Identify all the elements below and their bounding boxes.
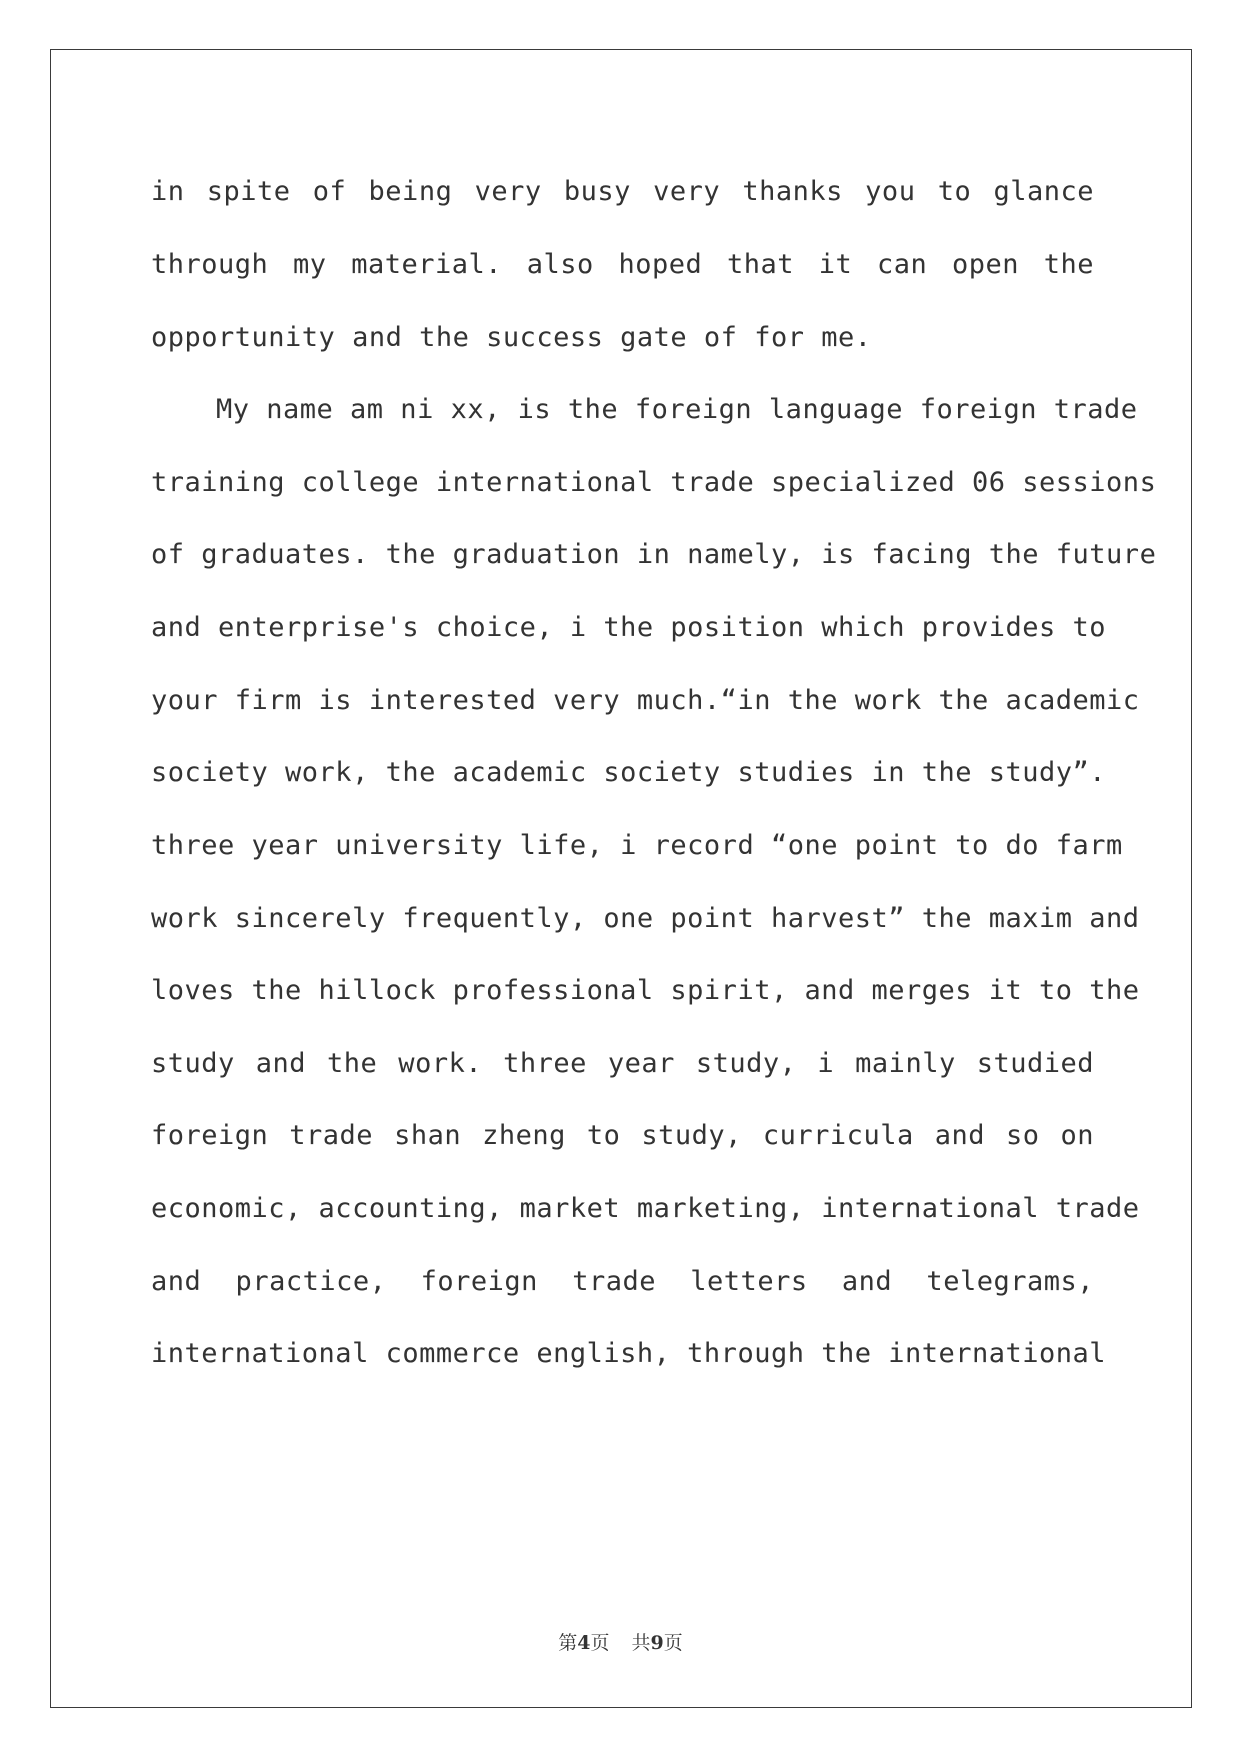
body-line-15: economic, accounting, market marketing, international trade [151, 1193, 1140, 1224]
body-line-8: your firm is interested very much.“in the work the academic [151, 685, 1140, 716]
body-line-11: work sincerely frequently, one point harvest” the maxim and [151, 903, 1140, 934]
body-line-12: loves the hillock professional spirit, and merges it to the [151, 975, 1140, 1006]
body-line-2: through my material. also hoped that it can open the [151, 249, 1094, 280]
current-page-number: 4 [577, 1632, 591, 1654]
body-line-4: My name am ni xx, is the foreign language foreign trade [216, 394, 1138, 425]
body-line-9: society work, the academic society studies in the study”. [151, 757, 1107, 788]
body-line-5: training college international trade specialized 06 sessions [151, 467, 1157, 498]
footer-total-suffix: 页 [663, 1632, 683, 1654]
footer-total-prefix: 共 [631, 1632, 651, 1654]
body-line-16: and practice, foreign trade letters and telegrams, [151, 1266, 1094, 1297]
body-line-17: international commerce english, through the international [151, 1338, 1107, 1369]
body-line-14: foreign trade shan zheng to study, curricula and so on [151, 1120, 1094, 1151]
body-line-6: of graduates. the graduation in namely, is facing the future [151, 539, 1157, 570]
body-line-13: study and the work. three year study, i mainly studied [151, 1048, 1094, 1079]
body-line-3: opportunity and the success gate of for me. [151, 322, 872, 353]
body-line-1: in spite of being very busy very thanks you to glance [151, 176, 1094, 207]
total-pages-number: 9 [650, 1632, 664, 1654]
body-line-7: and enterprise's choice, i the position which provides to [151, 612, 1107, 643]
page-border [50, 49, 1192, 1708]
body-line-10: three year university life, i record “one point to do farm [151, 830, 1123, 861]
footer-prefix: 第 [558, 1632, 578, 1654]
page-footer [0, 1628, 1241, 1655]
footer-page-word: 页 [590, 1632, 610, 1654]
